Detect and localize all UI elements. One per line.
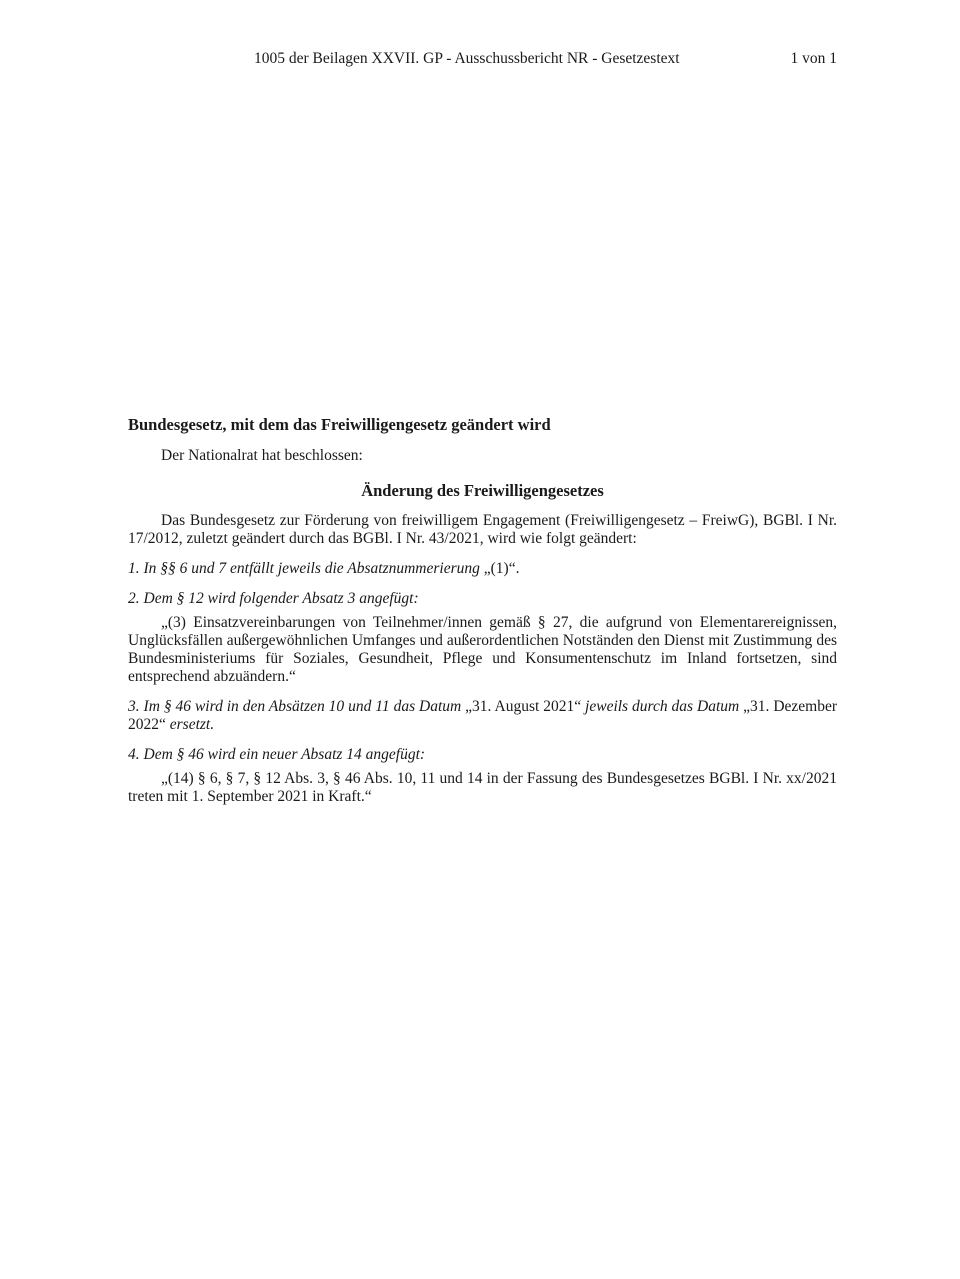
header-title: 1005 der Beilagen XXVII. GP - Ausschussbericht NR - Gesetzestext (254, 50, 680, 67)
intro-text: Der Nationalrat hat beschlossen: (161, 447, 363, 464)
page-number: 1 von 1 (790, 50, 837, 67)
document-body (128, 415, 837, 806)
item3-part3: ersetzt. (165, 716, 215, 733)
item1-text: 1. In §§ 6 und 7 entfällt jeweils die Absatznummerierung (128, 560, 484, 577)
page-header (128, 50, 837, 70)
item1-end: . (515, 560, 520, 577)
section-heading: Änderung des Freiwilligengesetzes (361, 481, 604, 500)
law-title: Bundesgesetz, mit dem das Freiwilligengesetz geändert wird (128, 415, 551, 434)
item1-quote: „(1)“ (483, 560, 516, 577)
amendment-item-3 (128, 698, 837, 734)
amendment-item-4-text: „(14) § 6, § 7, § 12 Abs. 3, § 46 Abs. 10, 11 und 14 in der Fassung des Bundesgesetzes BGBl. I Nr. xx/2021 treten mit 1. September 2021 in Kraft.“ (128, 770, 837, 805)
item3-date-new: „31. Dezember 2022“ (128, 698, 838, 733)
item3-date-old: „31. August 2021“ (465, 698, 582, 715)
item3-part1: 3. Im § 46 wird in den Absätzen 10 und 11 das Datum (128, 698, 466, 715)
amendment-item-2: 2. Dem § 12 wird folgender Absatz 3 angefügt: (128, 590, 419, 607)
item3-part2: jeweils durch das Datum (581, 698, 744, 715)
amendment-item-2-text: „(3) Einsatzvereinbarungen von Teilnehmer/innen gemäß § 27, die aufgrund von Elementarereignissen, Unglücksfällen außergewöhnlichen Umfanges und außerordentlichen Notständen den Dienst mit Zustimmung des Bundesministeriums für Soziales, Gesundheit, Pflege und Konsumentenschutz im Inland fortsetzen, sind entsprechend abzuändern.“ (128, 614, 837, 685)
amendment-item-1 (128, 560, 837, 578)
amendment-item-4: 4. Dem § 46 wird ein neuer Absatz 14 angefügt: (128, 746, 426, 763)
preamble-paragraph: Das Bundesgesetz zur Förderung von freiwilligem Engagement (Freiwilligengesetz – FreiwG), BGBl. I Nr. 17/2012, zuletzt geändert durch das BGBl. I Nr. 43/2021, wird wie folgt geändert: (128, 512, 837, 547)
